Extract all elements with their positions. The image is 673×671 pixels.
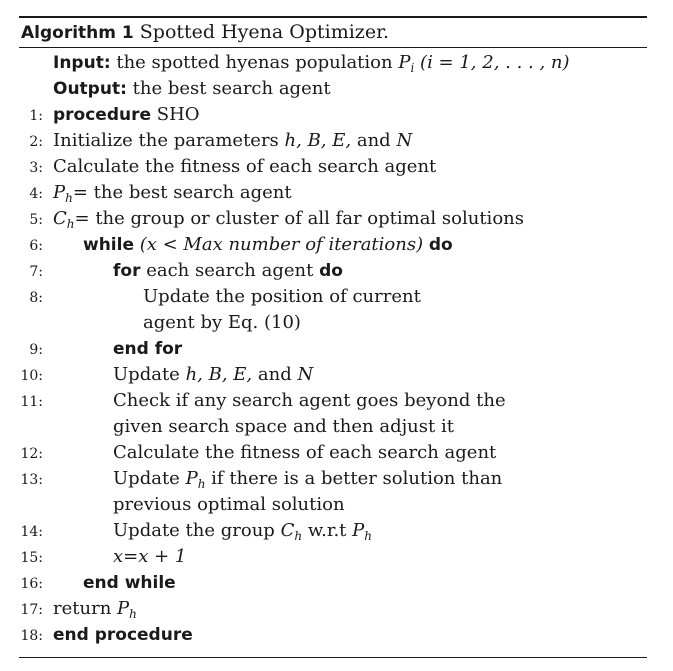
step-sub: h [197, 477, 206, 491]
step-text: = the best search agent [72, 182, 292, 203]
step-text-2: and [257, 364, 292, 385]
line-number: 10: [20, 368, 43, 384]
step-text-2: and [356, 130, 391, 151]
step-text: Initialize the parameters [53, 130, 279, 151]
step-text: Check if any search agent goes beyond the [113, 390, 506, 411]
algorithm-label: Algorithm 1 [21, 23, 134, 43]
line-number: 13: [20, 472, 43, 488]
step-sub-2: h [364, 529, 372, 543]
step-text-cont: given search space and then adjust it [113, 416, 454, 437]
step-math: h, B, E, [284, 130, 352, 151]
input-text: the spotted hyenas population [116, 52, 393, 73]
step-expression: x=x + 1 [113, 546, 187, 567]
step-text: Update [113, 364, 180, 385]
line-number: 15: [20, 550, 43, 566]
input-range: (i = 1, 2, . . . , n) [420, 52, 570, 73]
step-text-cont: previous optimal solution [113, 494, 345, 515]
keyword-2: do [428, 235, 453, 255]
line-number: 14: [20, 524, 43, 540]
input-math: P [398, 52, 411, 73]
step-text-cont: agent by Eq. (10) [143, 312, 301, 333]
step-text: Update [113, 468, 180, 489]
step-math: P [53, 182, 66, 203]
algorithm-caption [21, 20, 389, 45]
keyword: for [113, 261, 141, 281]
step-math-2: P [352, 520, 365, 541]
step-math: h, B, E, [185, 364, 253, 385]
step-text: Calculate the fitness of each search agent [113, 442, 497, 463]
step-text: each search agent [146, 260, 314, 281]
keyword: procedure [53, 105, 152, 125]
step-math: P [117, 598, 130, 619]
line-number: 3: [29, 160, 43, 176]
loop-condition: (x < Max number of iterations) [139, 234, 424, 255]
line-number: 4: [29, 186, 43, 202]
input-label: Input: [53, 53, 111, 73]
keyword: end for [113, 339, 183, 359]
top-rule [19, 16, 647, 18]
caption-rule [19, 47, 647, 48]
keyword-2: do [319, 261, 343, 281]
step-text-2: w.r.t [307, 520, 347, 541]
bottom-rule [19, 657, 647, 658]
output-label: Output: [53, 79, 127, 99]
step-sub: h [294, 529, 303, 543]
step-sub: h [129, 607, 137, 621]
line-number: 18: [20, 628, 43, 644]
step-math: C [280, 520, 295, 541]
line-number: 11: [20, 394, 43, 410]
step-math-2: N [396, 130, 413, 151]
line-number: 7: [29, 264, 43, 280]
line-number: 1: [29, 108, 43, 124]
line-number: 2: [29, 134, 43, 150]
line-number: 5: [29, 212, 43, 228]
step-math: P [185, 468, 198, 489]
step-text: Update the group [113, 520, 275, 541]
step-math: C [53, 208, 67, 229]
line-number: 16: [20, 576, 43, 592]
line-number: 8: [29, 290, 43, 306]
keyword: end while [83, 573, 176, 593]
line-number: 12: [20, 446, 43, 462]
line-number: 6: [29, 238, 43, 254]
step-math-2: N [297, 364, 314, 385]
keyword: while [83, 235, 134, 255]
input-sub: i [410, 61, 415, 75]
step-sub: h [65, 191, 73, 205]
step-text: SHO [156, 104, 200, 125]
step-text-2: if there is a better solution than [211, 468, 503, 489]
step-text: Calculate the fitness of each search agent [53, 156, 437, 177]
step-text: return [53, 598, 112, 619]
algorithm-title: Spotted Hyena Optimizer. [139, 21, 390, 43]
line-number: 9: [29, 342, 43, 358]
step-text: = the group or cluster of all far optimal solutions [74, 208, 524, 229]
keyword: end procedure [53, 625, 193, 645]
line-number: 17: [20, 602, 43, 618]
step-sub: h [66, 217, 75, 231]
step-text: Update the position of current [143, 286, 421, 307]
output-text: the best search agent [132, 78, 331, 99]
